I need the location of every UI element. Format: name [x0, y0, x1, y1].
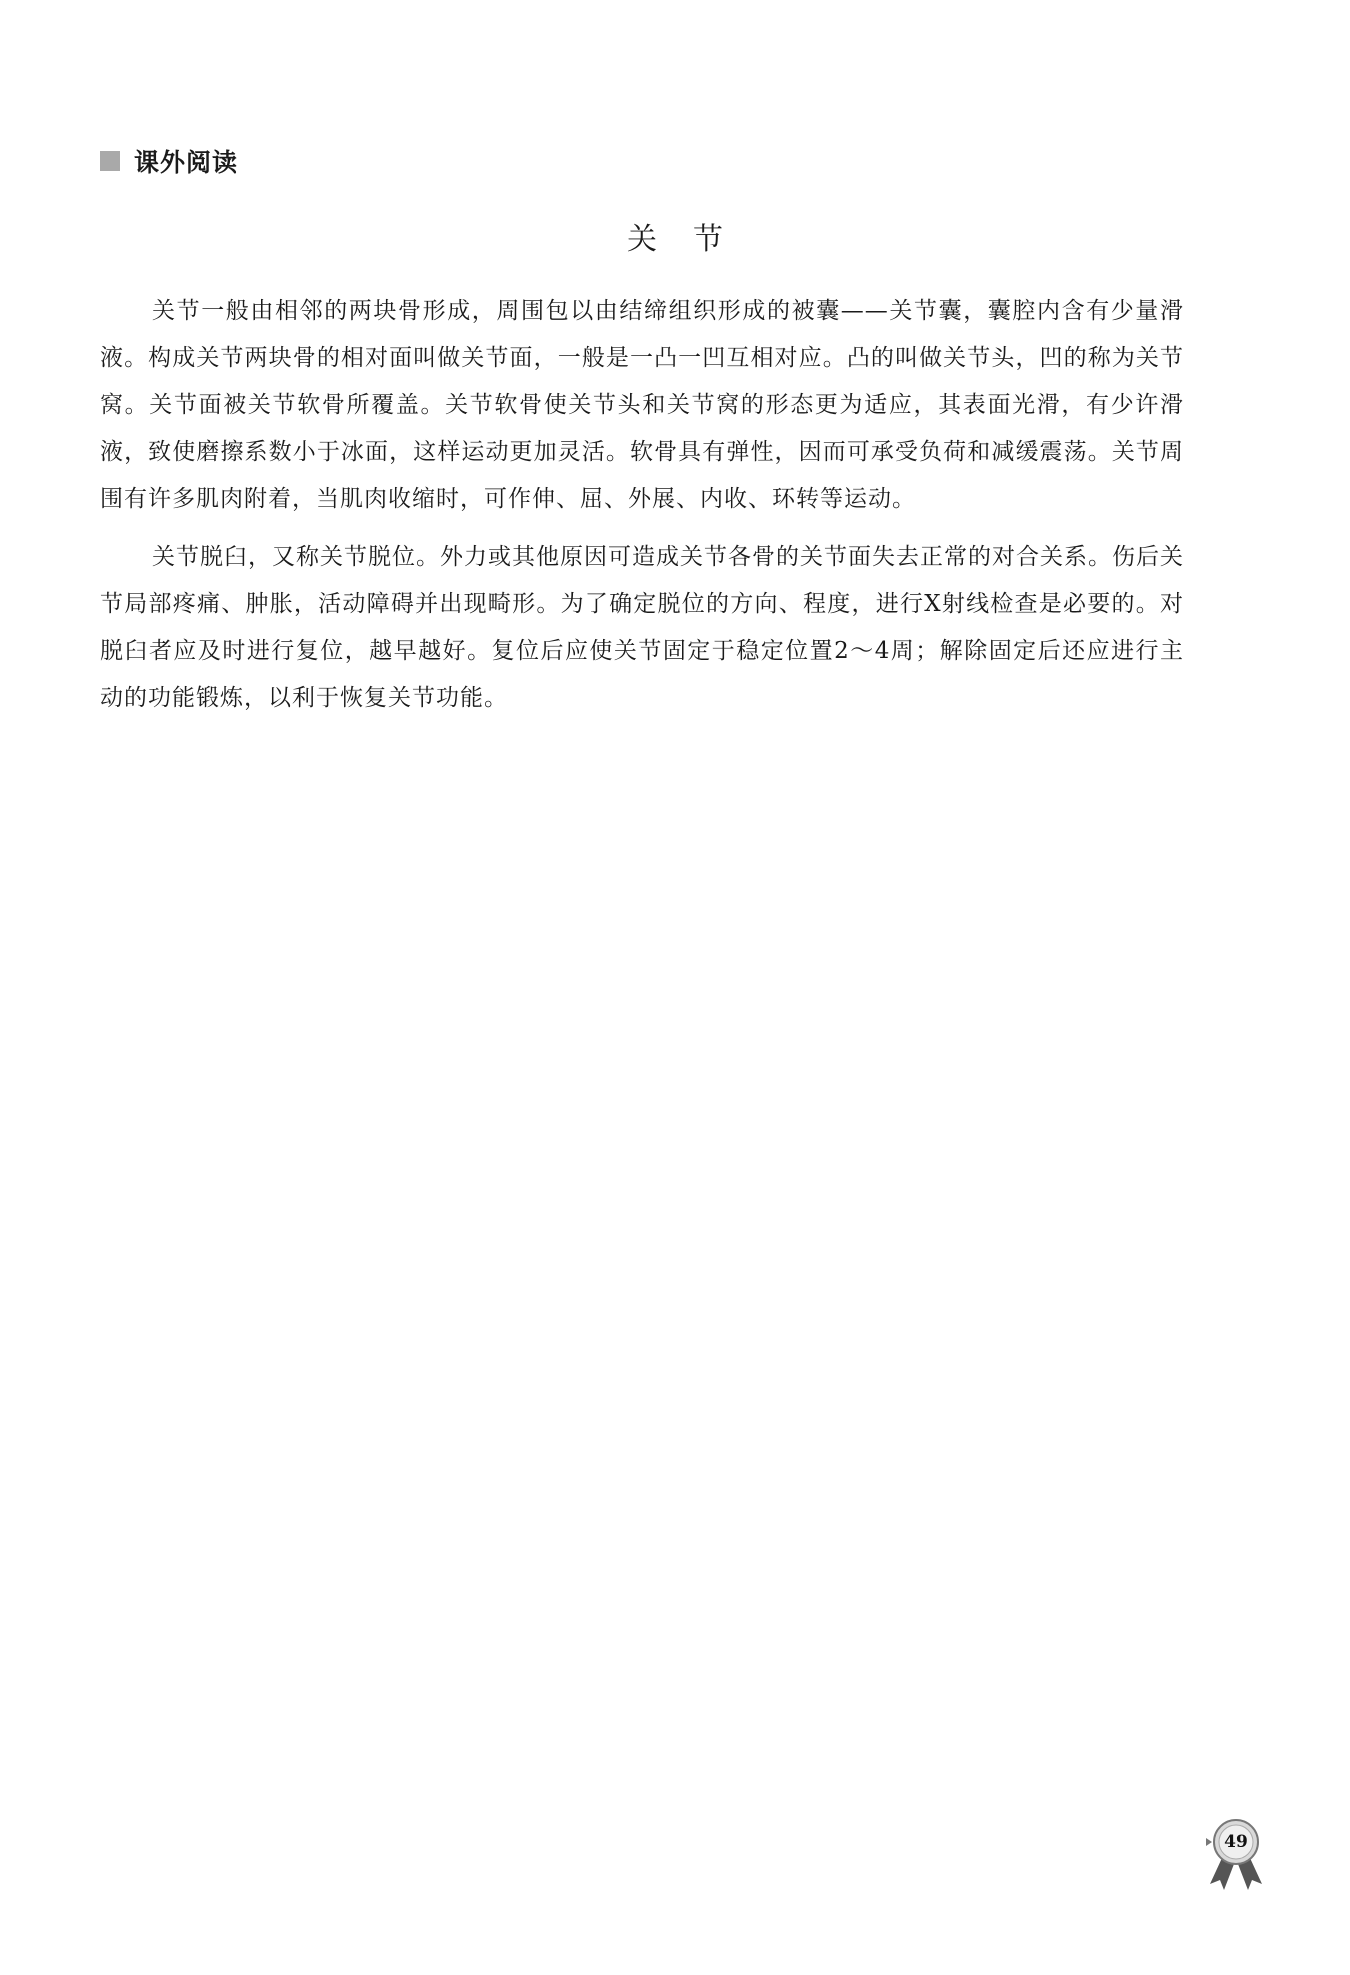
- page-number-badge: [1202, 1818, 1270, 1890]
- section-square-icon: [100, 151, 120, 171]
- ribbon-medal-icon: [1202, 1818, 1270, 1890]
- section-header: [100, 146, 238, 176]
- section-label: 课外阅读: [134, 148, 239, 177]
- article-paragraph: 关节一般由相邻的两块骨形成，周围包以由结缔组织形成的被囊——关节囊，囊腔内含有少量滑液。构成关节两块骨的相对面叫做关节面，一般是一凸一凹互相对应。凸的叫做关节头，凹的称为关节窝。关节面被关节软骨所覆盖。关节软骨使关节头和关节窝的形态更为适应，其表面光滑，有少许滑液，致使磨擦系数小于冰面，这样运动更加灵活。软骨具有弹性，因而可承受负荷和减缓震荡。关节周围有许多肌肉附着，当肌肉收缩时，可作伸、屈、外展、内收、环转等运动。: [100, 298, 1184, 512]
- page-number: 49: [1224, 1832, 1248, 1852]
- article-paragraph: 关节脱臼，又称关节脱位。外力或其他原因可造成关节各骨的关节面失去正常的对合关系。伤后关节局部疼痛、肿胀，活动障碍并出现畸形。为了确定脱位的方向、程度，进行X射线检查是必要的。对脱臼者应及时进行复位，越早越好。复位后应使关节固定于稳定位置2～4周；解除固定后还应进行主动的功能锻炼，以利于恢复关节功能。: [100, 544, 1184, 711]
- article-title: 关节: [627, 222, 759, 257]
- article-body: [100, 288, 1184, 733]
